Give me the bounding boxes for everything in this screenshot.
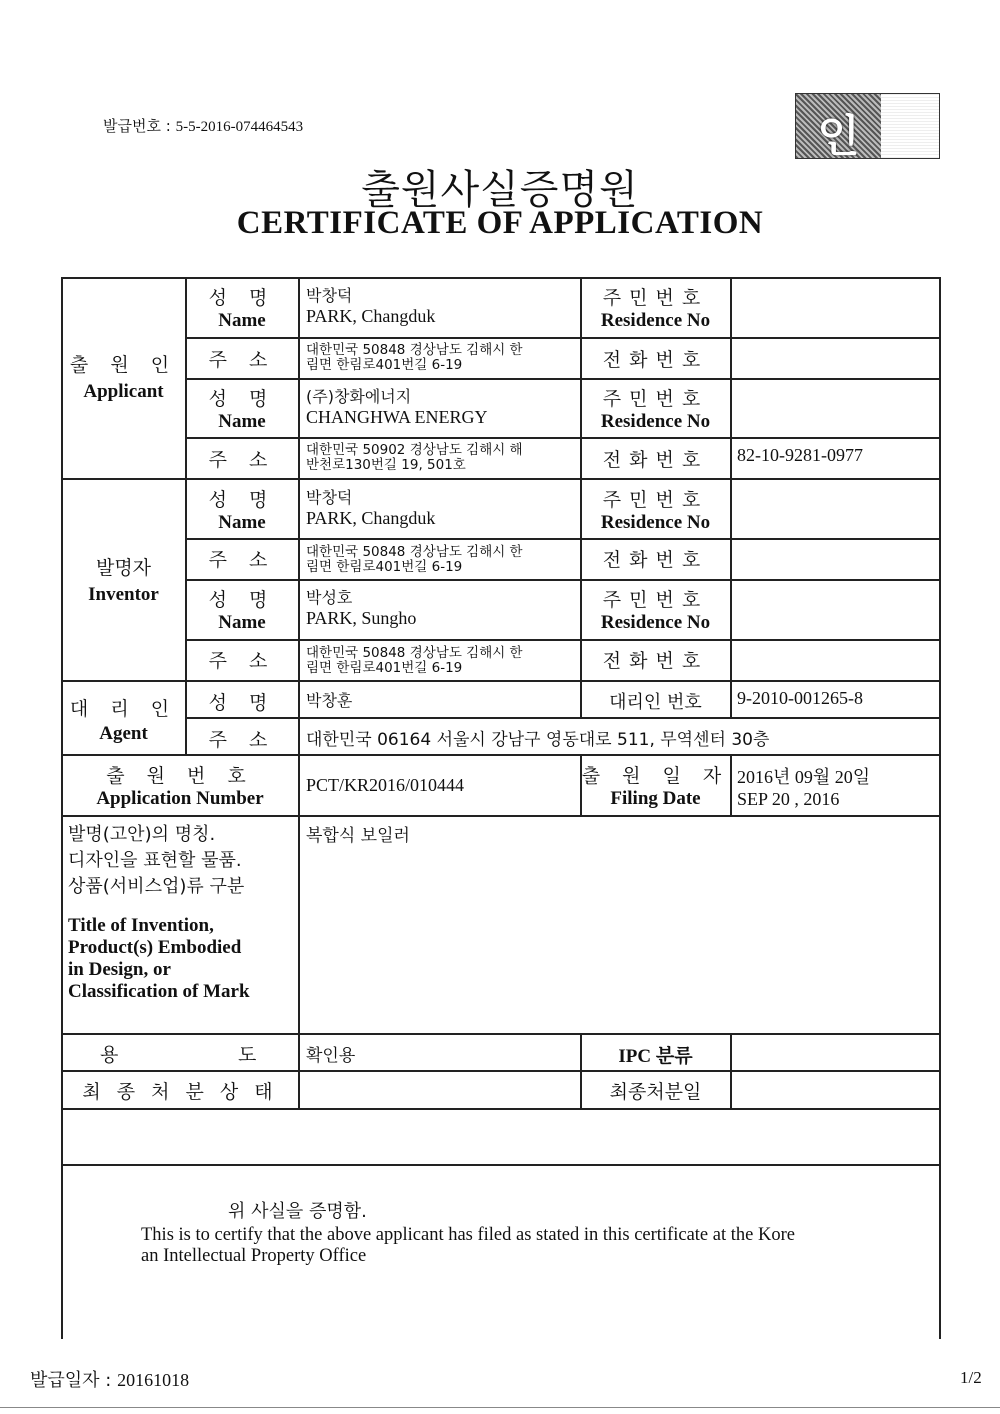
usage-label-2: 도 xyxy=(238,1044,257,1066)
inventor-2-address-label: 주 소 xyxy=(208,650,276,672)
issue-number-line xyxy=(103,115,303,136)
agent-section-label: 대 리 인 Agent xyxy=(69,698,178,744)
applicant-1-name: 박창덕 PARK, Changduk xyxy=(306,286,436,326)
inventor-2-name: 박성호 PARK, Sungho xyxy=(306,588,417,628)
issue-number: 5-5-2016-074464543 xyxy=(175,119,304,135)
usage-value: 확인용 xyxy=(306,1046,356,1066)
applicant-2-name: (주)창화에너지 CHANGHWA ENERGY xyxy=(306,387,488,427)
inventor-1-address-label: 주 소 xyxy=(208,549,276,571)
inventor-1-name: 박창덕 PARK, Changduk xyxy=(306,488,436,528)
certification-en: This is to certify that the above applicant has filed as stated in this certificate at the Kore an Intellectual Property Office xyxy=(141,1225,795,1266)
issue-date: 발급일자 : 20161018 xyxy=(30,1370,190,1391)
seal-char: 인 xyxy=(817,111,860,162)
invention-title-label-en: Title of Invention, Product(s) Embodied in Design, or Classification of Mark xyxy=(68,915,250,1002)
applicant-1-name-label: 성 명 Name xyxy=(208,287,276,331)
application-number: PCT/KR2016/010444 xyxy=(306,775,465,795)
page-number: 1/2 xyxy=(960,1368,982,1387)
inventor-1-phone-label: 전화번호 xyxy=(602,549,709,571)
applicant-1-residence-label: 주민번호 Residence No xyxy=(600,287,711,331)
official-seal-stamp xyxy=(795,93,940,162)
issue-number-label: 발급번호 : xyxy=(103,117,171,135)
final-status-label: 최 종 처 분 상 태 xyxy=(82,1081,278,1103)
applicant-2-residence-label: 주민번호 Residence No xyxy=(600,388,711,432)
usage-label-1: 용 xyxy=(100,1044,119,1066)
agent-address-label: 주 소 xyxy=(208,729,276,751)
applicant-1-address: 대한민국 50848 경상남도 김해시 한 림면 한림로401번길 6-19 xyxy=(306,342,523,373)
inventor-1-residence-label: 주민번호 Residence No xyxy=(600,489,711,533)
applicant-1-phone-label: 전화번호 xyxy=(602,349,709,371)
agent-number: 9-2010-001265-8 xyxy=(737,688,863,708)
invention-title-label-ko: 발명(고안)의 명칭. 디자인을 표현할 물품. 상품(서비스업)류 구분 xyxy=(68,824,245,897)
inventor-2-residence-label: 주민번호 Residence No xyxy=(600,589,711,633)
applicant-1-address-label: 주 소 xyxy=(208,349,276,371)
agent-number-label: 대리인 번호 xyxy=(609,692,702,713)
applicant-2-phone: 82-10-9281-0977 xyxy=(737,445,863,465)
ipc-label: IPC 분류 xyxy=(618,1046,693,1067)
inventor-2-address: 대한민국 50848 경상남도 김해시 한 림면 한림로401번길 6-19 xyxy=(306,645,523,676)
page-title-korean: 출원사실증명원 xyxy=(361,167,639,213)
applicant-section-label: 출 원 인 Applicant xyxy=(69,354,178,402)
certification-ko: 위 사실을 증명함. xyxy=(228,1201,367,1222)
applicant-2-address-label: 주 소 xyxy=(208,449,276,471)
inventor-section-label: 발명자 Inventor xyxy=(88,557,159,605)
applicant-2-name-label: 성 명 Name xyxy=(208,388,276,432)
inventor-1-address: 대한민국 50848 경상남도 김해시 한 림면 한림로401번길 6-19 xyxy=(306,544,523,575)
invention-title: 복합식 보일러 xyxy=(306,826,410,846)
agent-name-label: 성 명 xyxy=(208,692,276,714)
page-title-english: CERTIFICATE OF APPLICATION xyxy=(236,205,764,241)
filing-date: 2016년 09월 20일 SEP 20 , 2016 xyxy=(737,767,871,809)
agent-name: 박창훈 xyxy=(306,691,353,710)
filing-date-label: 출 원 일 자 Filing Date xyxy=(581,765,730,809)
final-disposition-date-label: 최종처분일 xyxy=(609,1081,702,1103)
agent-address: 대한민국 06164 서울시 강남구 영동대로 511, 무역센터 30층 xyxy=(306,730,770,750)
applicant-2-address: 대한민국 50902 경상남도 김해시 해 반천로130번길 19, 501호 xyxy=(306,442,523,473)
applicant-2-phone-label: 전화번호 xyxy=(602,449,709,471)
application-number-label: 출 원 번 호 Application Number xyxy=(96,765,264,809)
inventor-1-name-label: 성 명 Name xyxy=(208,489,276,533)
inventor-2-phone-label: 전화번호 xyxy=(602,650,709,672)
inventor-2-name-label: 성 명 Name xyxy=(208,589,276,633)
